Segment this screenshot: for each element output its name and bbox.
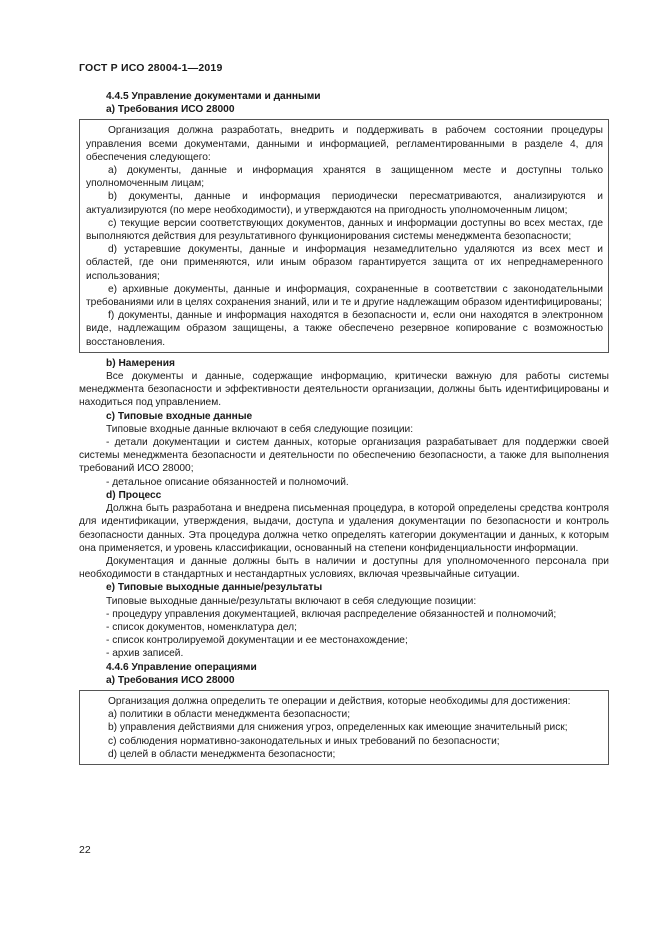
box-paragraph: e) архивные документы, данные и информация, сохраненные в соответствии с законодательными требованиями или в целях сохранения знаний, или и те и другие надлежащим образом идентифицированы;	[86, 283, 603, 309]
box-paragraph: Организация должна разработать, внедрить и поддерживать в рабочем состоянии процедуры управления всеми документами, данными и информацией, регламентированными в разделе 4, для обеспечения следующего:	[86, 125, 603, 163]
page-number: 22	[79, 844, 91, 856]
list-item: - список контролируемой документации и ее местонахождение;	[106, 635, 408, 647]
section-heading-4-4-5: 4.4.5 Управление документами и данными	[106, 91, 321, 102]
subheading-process: d) Процесс	[106, 489, 162, 501]
inputs-intro: Типовые входные данные включают в себя следующие позиции:	[106, 423, 414, 435]
document-header: ГОСТ Р ИСО 28004-1—2019	[79, 62, 223, 74]
intent-paragraph: Все документы и данные, содержащие информацию, критически важную для работы системы менеджмента безопасности и эффективности деятельности организации, должны быть идентифицированы и находиться под управлением.	[79, 371, 609, 409]
list-item: - детали документации и систем данных, которые организация разрабатывает для поддержки своей системы менеджмента безопасности и деятельности по обеспечению безопасности, а также для выполнения требований ИСО 28000;	[79, 437, 609, 475]
requirements-box	[79, 119, 609, 352]
subheading-outputs: e) Типовые выходные данные/результаты	[106, 582, 323, 594]
box-paragraph: c) текущие версии соответствующих документов, данных и информации доступны во всех местах, где выполняются действия для результативного функционирования системы менеджмента безопасности;	[86, 217, 603, 243]
box-line: c) соблюдения нормативно-законодательных и иных требований по безопасности;	[108, 735, 500, 747]
subheading-inputs: c) Типовые входные данные	[106, 410, 253, 422]
outputs-intro: Типовые выходные данные/результаты включают в себя следующие позиции:	[106, 595, 477, 607]
section-heading-4-4-6: 4.4.6 Управление операциями	[106, 661, 257, 673]
process-paragraph: Документация и данные должны быть в наличии и доступны для уполномоченного персонала при необходимости в стандартных и нестандартных условиях, включая чрезвычайные ситуации.	[79, 555, 609, 581]
box-line: а) политики в области менеджмента безопасности;	[108, 709, 351, 721]
process-paragraph: Должна быть разработана и внедрена письменная процедура, в которой определены средства контроля для идентификации, утверждения, выдачи, доступа и удаления документации по безопасности и контроль безопасности данных. Эта процедура должна четко определять категории документации и данных, к которым она применяется, и уровень классификации, основанный на степени конфиденциальности информации.	[79, 503, 609, 554]
box-line: d) целей в области менеджмента безопасности;	[108, 748, 336, 760]
subheading-intent: b) Намерения	[106, 357, 175, 369]
subheading-requirements: а) Требования ИСО 28000	[106, 104, 235, 116]
subheading-requirements-2: а) Требования ИСО 28000	[106, 674, 235, 686]
list-item: - архив записей.	[106, 648, 184, 660]
list-item: - детальное описание обязанностей и полномочий.	[106, 476, 349, 488]
requirements-box-2	[79, 690, 609, 765]
box-paragraph: a) документы, данные и информация хранятся в защищенном месте и доступны только уполномоченным лицам;	[86, 165, 603, 190]
list-item: - процедуру управления документацией, включая распределение обязанностей и полномочий;	[106, 608, 557, 620]
box-paragraph: b) документы, данные и информация периодически пересматриваются, анализируются и актуализируются (по мере необходимости), и утверждаются на пригодность уполномоченным лицом;	[86, 191, 603, 216]
page-content	[79, 90, 609, 769]
list-item: - список документов, номенклатура дел;	[106, 621, 297, 633]
box-paragraph: f) документы, данные и информация находятся в безопасности и, если они находятся в электронном виде, надлежащим образом защищены, а также обеспечено резервное копирование с возможностью восстановления.	[86, 310, 603, 348]
box-paragraph: d) устаревшие документы, данные и информация незамедлительно удаляются из всех мест и областей, где они применяются, или иным образом гарантируется защита от их непреднамеренного использования;	[86, 244, 603, 282]
box-line: b) управления действиями для снижения угроз, определенных как имеющие значительный риск;	[108, 722, 568, 734]
box-line: Организация должна определить те операции и действия, которые необходимы для достижения:	[108, 695, 571, 707]
